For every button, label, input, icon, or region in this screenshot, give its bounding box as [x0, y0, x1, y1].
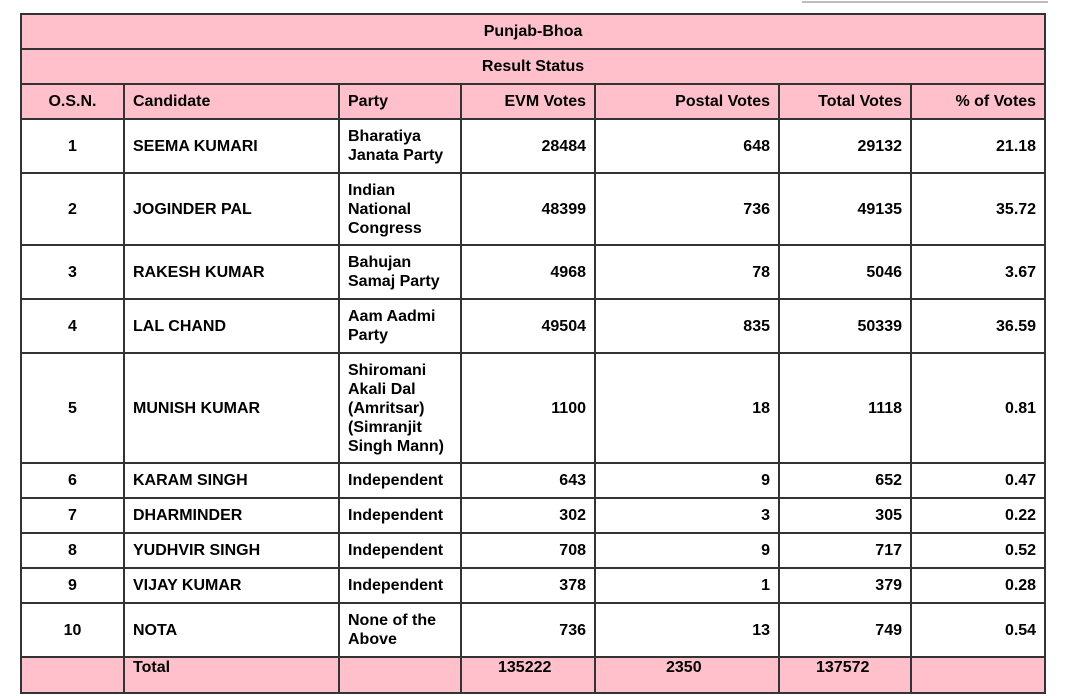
cell-party: Independent [339, 533, 461, 568]
table-row [21, 603, 1045, 657]
cell-postal-votes: 648 [595, 119, 779, 173]
cell-total-votes: 5046 [779, 245, 911, 299]
cell-evm-votes: 302 [461, 498, 595, 533]
result-table [20, 13, 1046, 694]
cell-candidate: RAKESH KUMAR [124, 245, 339, 299]
total-osn-empty [21, 657, 124, 693]
cell-party: Bharatiya Janata Party [339, 119, 461, 173]
cell-osn: 7 [21, 498, 124, 533]
cell-postal-votes: 3 [595, 498, 779, 533]
cell-total-votes: 50339 [779, 299, 911, 353]
cell-evm-votes: 1100 [461, 353, 595, 463]
cell-osn: 5 [21, 353, 124, 463]
cell-candidate: DHARMINDER [124, 498, 339, 533]
cell-postal-votes: 736 [595, 173, 779, 245]
cell-candidate: YUDHVIR SINGH [124, 533, 339, 568]
cell-total-votes: 29132 [779, 119, 911, 173]
cell-total-votes: 652 [779, 463, 911, 498]
cell-osn: 6 [21, 463, 124, 498]
cell-osn: 3 [21, 245, 124, 299]
table-row [21, 245, 1045, 299]
cell-total-votes: 305 [779, 498, 911, 533]
cell-total-votes: 379 [779, 568, 911, 603]
cell-percent-votes: 0.52 [911, 533, 1045, 568]
cell-postal-votes: 9 [595, 463, 779, 498]
cell-candidate: LAL CHAND [124, 299, 339, 353]
header-osn: O.S.N. [21, 84, 124, 119]
table-row [21, 173, 1045, 245]
table-row [21, 498, 1045, 533]
cell-evm-votes: 28484 [461, 119, 595, 173]
cell-osn: 2 [21, 173, 124, 245]
cell-party: Independent [339, 498, 461, 533]
cell-percent-votes: 0.47 [911, 463, 1045, 498]
header-evm-votes: EVM Votes [461, 84, 595, 119]
table-row [21, 299, 1045, 353]
cell-party: Independent [339, 463, 461, 498]
cell-percent-votes: 3.67 [911, 245, 1045, 299]
cell-percent-votes: 0.28 [911, 568, 1045, 603]
cell-total-votes: 717 [779, 533, 911, 568]
subtitle-row [21, 49, 1045, 84]
cell-osn: 9 [21, 568, 124, 603]
table-row [21, 533, 1045, 568]
header-total-votes: Total Votes [779, 84, 911, 119]
scrollbar-edge [802, 0, 1048, 3]
header-party: Party [339, 84, 461, 119]
cell-postal-votes: 13 [595, 603, 779, 657]
total-total-votes: 137572 [779, 657, 911, 693]
cell-osn: 10 [21, 603, 124, 657]
cell-total-votes: 49135 [779, 173, 911, 245]
cell-evm-votes: 736 [461, 603, 595, 657]
cell-osn: 4 [21, 299, 124, 353]
cell-party: Indian National Congress [339, 173, 461, 245]
cell-candidate: VIJAY KUMAR [124, 568, 339, 603]
total-evm-votes: 135222 [461, 657, 595, 693]
cell-evm-votes: 4968 [461, 245, 595, 299]
cell-party: None of the Above [339, 603, 461, 657]
cell-candidate: JOGINDER PAL [124, 173, 339, 245]
table-title: Punjab-Bhoa [21, 14, 1045, 49]
table-subtitle: Result Status [21, 49, 1045, 84]
cell-percent-votes: 0.22 [911, 498, 1045, 533]
cell-percent-votes: 36.59 [911, 299, 1045, 353]
cell-evm-votes: 708 [461, 533, 595, 568]
cell-osn: 1 [21, 119, 124, 173]
cell-evm-votes: 49504 [461, 299, 595, 353]
cell-total-votes: 1118 [779, 353, 911, 463]
title-row [21, 14, 1045, 49]
header-row [21, 84, 1045, 119]
cell-candidate: KARAM SINGH [124, 463, 339, 498]
cell-postal-votes: 9 [595, 533, 779, 568]
cell-postal-votes: 78 [595, 245, 779, 299]
total-percent-empty [911, 657, 1045, 693]
cell-evm-votes: 48399 [461, 173, 595, 245]
cell-percent-votes: 0.81 [911, 353, 1045, 463]
total-row [21, 657, 1045, 693]
header-percent-votes: % of Votes [911, 84, 1045, 119]
table-row [21, 463, 1045, 498]
table-row [21, 353, 1045, 463]
cell-party: Aam Aadmi Party [339, 299, 461, 353]
total-postal-votes: 2350 [595, 657, 779, 693]
cell-candidate: SEEMA KUMARI [124, 119, 339, 173]
table-row [21, 568, 1045, 603]
cell-percent-votes: 21.18 [911, 119, 1045, 173]
cell-party: Bahujan Samaj Party [339, 245, 461, 299]
total-label: Total [124, 657, 339, 693]
cell-party: Independent [339, 568, 461, 603]
cell-postal-votes: 1 [595, 568, 779, 603]
header-postal-votes: Postal Votes [595, 84, 779, 119]
cell-percent-votes: 35.72 [911, 173, 1045, 245]
cell-postal-votes: 835 [595, 299, 779, 353]
cell-osn: 8 [21, 533, 124, 568]
cell-percent-votes: 0.54 [911, 603, 1045, 657]
cell-evm-votes: 378 [461, 568, 595, 603]
cell-party: Shiromani Akali Dal (Amritsar)(Simranjit Singh Mann) [339, 353, 461, 463]
total-party-empty [339, 657, 461, 693]
cell-postal-votes: 18 [595, 353, 779, 463]
cell-candidate: MUNISH KUMAR [124, 353, 339, 463]
header-candidate: Candidate [124, 84, 339, 119]
cell-candidate: NOTA [124, 603, 339, 657]
cell-evm-votes: 643 [461, 463, 595, 498]
cell-total-votes: 749 [779, 603, 911, 657]
table-row [21, 119, 1045, 173]
